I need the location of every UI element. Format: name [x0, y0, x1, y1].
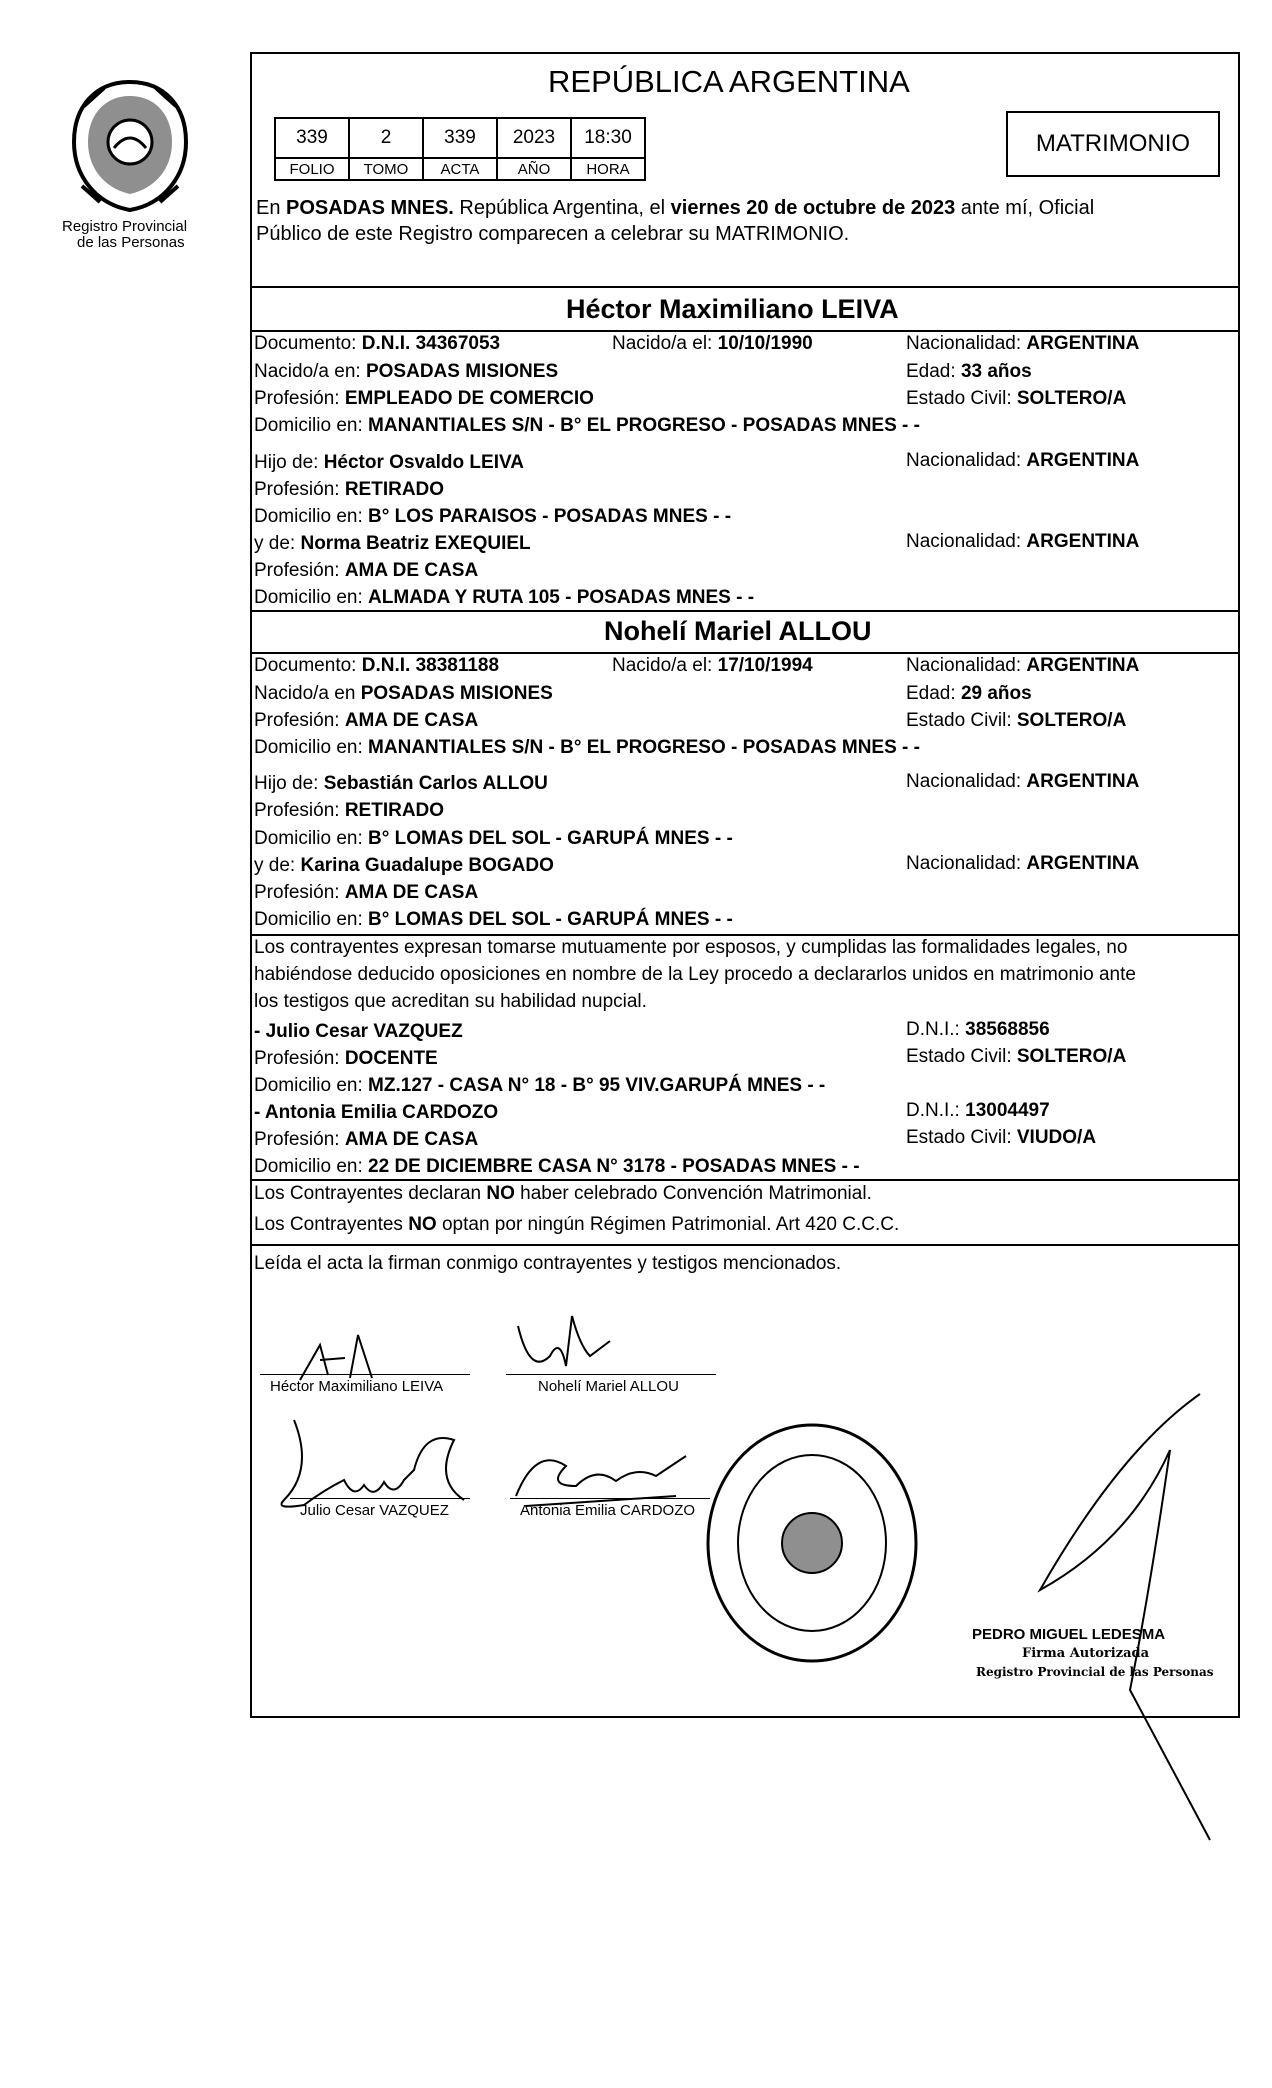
intro-date: viernes 20 de octubre de 2023: [670, 197, 956, 219]
party2-addr: Domicilio en: MANANTIALES S/N - B° EL PROGRESO - POSADAS MNES - -: [254, 737, 920, 758]
witness1-addr: Domicilio en: MZ.127 - CASA N° 18 - B° 95 VIV.GARUPÁ MNES - -: [254, 1075, 826, 1096]
witness1-dni: D.N.I.: 38568856: [906, 1019, 1050, 1040]
divider-6: [250, 1179, 1240, 1181]
party2-mother-prof: Profesión: AMA DE CASA: [254, 882, 479, 903]
hora-label: HORA: [571, 158, 645, 180]
party2-father: Hijo de: Sebastián Carlos ALLOU: [254, 773, 548, 794]
party1-mother-prof: Profesión: AMA DE CASA: [254, 560, 479, 581]
party1-prof: Profesión: EMPLEADO DE COMERCIO: [254, 388, 594, 409]
witness1-name: - Julio Cesar VAZQUEZ: [254, 1021, 463, 1042]
statement-line-3: los testigos que acreditan su habilidad nupcial.: [254, 991, 647, 1012]
party2-mother-addr: Domicilio en: B° LOMAS DEL SOL - GARUPÁ MNES - -: [254, 909, 733, 930]
ano-value: 2023: [497, 118, 571, 158]
ano-label: AÑO: [497, 158, 571, 180]
acta-value: 339: [423, 118, 497, 158]
party2-civil: Estado Civil: SOLTERO/A: [906, 710, 1127, 731]
folio-value: 339: [275, 118, 349, 158]
party1-father: Hijo de: Héctor Osvaldo LEIVA: [254, 452, 524, 473]
party1-place: Nacido/a en: POSADAS MISIONES: [254, 361, 559, 382]
party1-name: Héctor Maximiliano LEIVA: [566, 294, 899, 324]
provincial-seal-icon: [64, 76, 196, 216]
intro-text-3: ante mí, Oficial: [955, 197, 1095, 219]
witness2-name: - Antonia Emilia CARDOZO: [254, 1102, 499, 1123]
record-ids-table: [274, 117, 646, 181]
regime-line-1: Los Contrayentes declaran NO haber celebrado Convención Matrimonial.: [254, 1183, 872, 1204]
intro-place: POSADAS MNES.: [286, 197, 454, 219]
statement-line-2: habiéndose deducido oposiciones en nombre de la Ley procedo a declararlos unidos en matrimonio ante: [254, 964, 1136, 985]
registry-label-2: de las Personas: [77, 234, 185, 251]
tomo-value: 2: [349, 118, 423, 158]
signature-line-2: [506, 1374, 716, 1375]
official-title: Firma Autorizada: [1022, 1646, 1150, 1661]
hora-value: 18:30: [571, 118, 645, 158]
party2-mother-nat: Nacionalidad: ARGENTINA: [906, 853, 1140, 874]
witness1-prof: Profesión: DOCENTE: [254, 1048, 438, 1069]
witness2-dni: D.N.I.: 13004497: [906, 1100, 1050, 1121]
statement-line-1: Los contrayentes expresan tomarse mutuamente por esposos, y cumplidas las formalidades legales, no: [254, 937, 1128, 958]
party1-mother: y de: Norma Beatriz EXEQUIEL: [254, 533, 531, 554]
party1-father-addr: Domicilio en: B° LOS PARAISOS - POSADAS MNES - -: [254, 506, 732, 527]
witness2-addr: Domicilio en: 22 DE DICIEMBRE CASA N° 3178 - POSADAS MNES - -: [254, 1156, 860, 1177]
party2-doc: Documento: D.N.I. 38381188: [254, 655, 500, 676]
signature-label-leiva: Héctor Maximiliano LEIVA: [270, 1378, 444, 1395]
signature-label-vazquez: Julio Cesar VAZQUEZ: [300, 1502, 449, 1519]
signature-line-4: [510, 1498, 710, 1499]
party1-civil: Estado Civil: SOLTERO/A: [906, 388, 1127, 409]
party2-prof: Profesión: AMA DE CASA: [254, 710, 479, 731]
party1-nat: Nacionalidad: ARGENTINA: [906, 333, 1140, 354]
signature-line-1: [260, 1374, 470, 1375]
signature-label-cardozo: Antonia Emilia CARDOZO: [520, 1502, 696, 1519]
witness2-prof: Profesión: AMA DE CASA: [254, 1129, 479, 1150]
official-signature-icon: [980, 1390, 1220, 1850]
party2-mother: y de: Karina Guadalupe BOGADO: [254, 855, 554, 876]
witness2-civil: Estado Civil: VIUDO/A: [906, 1127, 1097, 1148]
closing-text: Leída el acta la firman conmigo contrayentes y testigos mencionados.: [254, 1253, 842, 1274]
registry-stamp-icon: [702, 1418, 922, 1668]
registry-logo: [64, 76, 196, 216]
party2-place: Nacido/a en POSADAS MISIONES: [254, 683, 553, 704]
party2-father-nat: Nacionalidad: ARGENTINA: [906, 771, 1140, 792]
party2-born: Nacido/a el: 17/10/1994: [612, 655, 813, 676]
party1-father-nat: Nacionalidad: ARGENTINA: [906, 450, 1140, 471]
party1-addr: Domicilio en: MANANTIALES S/N - B° EL PROGRESO - POSADAS MNES - -: [254, 415, 920, 436]
party1-doc: Documento: D.N.I. 34367053: [254, 333, 501, 354]
folio-label: FOLIO: [275, 158, 349, 180]
tomo-label: TOMO: [349, 158, 423, 180]
signature-label-allou: Nohelí Mariel ALLOU: [538, 1378, 679, 1395]
country-title: REPÚBLICA ARGENTINA: [548, 64, 910, 99]
divider-3: [250, 610, 1240, 612]
witness1-civil: Estado Civil: SOLTERO/A: [906, 1046, 1127, 1067]
party2-name: Nohelí Mariel ALLOU: [604, 616, 872, 646]
intro-text-1: En: [256, 197, 287, 219]
frame-top-border: [250, 52, 1240, 54]
official-name: PEDRO MIGUEL LEDESMA: [972, 1626, 1166, 1643]
intro-line-2: Público de este Registro comparecen a celebrar su MATRIMONIO.: [256, 223, 850, 245]
regime-line-2: Los Contrayentes NO optan por ningún Régimen Patrimonial. Art 420 C.C.C.: [254, 1214, 900, 1235]
party2-nat: Nacionalidad: ARGENTINA: [906, 655, 1140, 676]
party1-mother-addr: Domicilio en: ALMADA Y RUTA 105 - POSADAS MNES - -: [254, 587, 755, 608]
intro-text-2: República Argentina, el: [453, 197, 671, 219]
divider-1: [250, 286, 1240, 288]
party1-father-prof: Profesión: RETIRADO: [254, 479, 445, 500]
record-type-box: MATRIMONIO: [1006, 111, 1220, 177]
signature-line-3: [290, 1498, 470, 1499]
party2-father-prof: Profesión: RETIRADO: [254, 800, 445, 821]
acta-label: ACTA: [423, 158, 497, 180]
registry-label-1: Registro Provincial: [62, 218, 188, 235]
party1-born: Nacido/a el: 10/10/1990: [612, 333, 813, 354]
divider-7: [250, 1244, 1240, 1246]
party2-age: Edad: 29 años: [906, 683, 1032, 704]
party1-age: Edad: 33 años: [906, 361, 1032, 382]
intro-line-1: [256, 196, 1094, 220]
official-office: Registro Provincial de las Personas: [976, 1665, 1214, 1679]
party1-mother-nat: Nacionalidad: ARGENTINA: [906, 531, 1140, 552]
party2-father-addr: Domicilio en: B° LOMAS DEL SOL - GARUPÁ MNES - -: [254, 828, 733, 849]
